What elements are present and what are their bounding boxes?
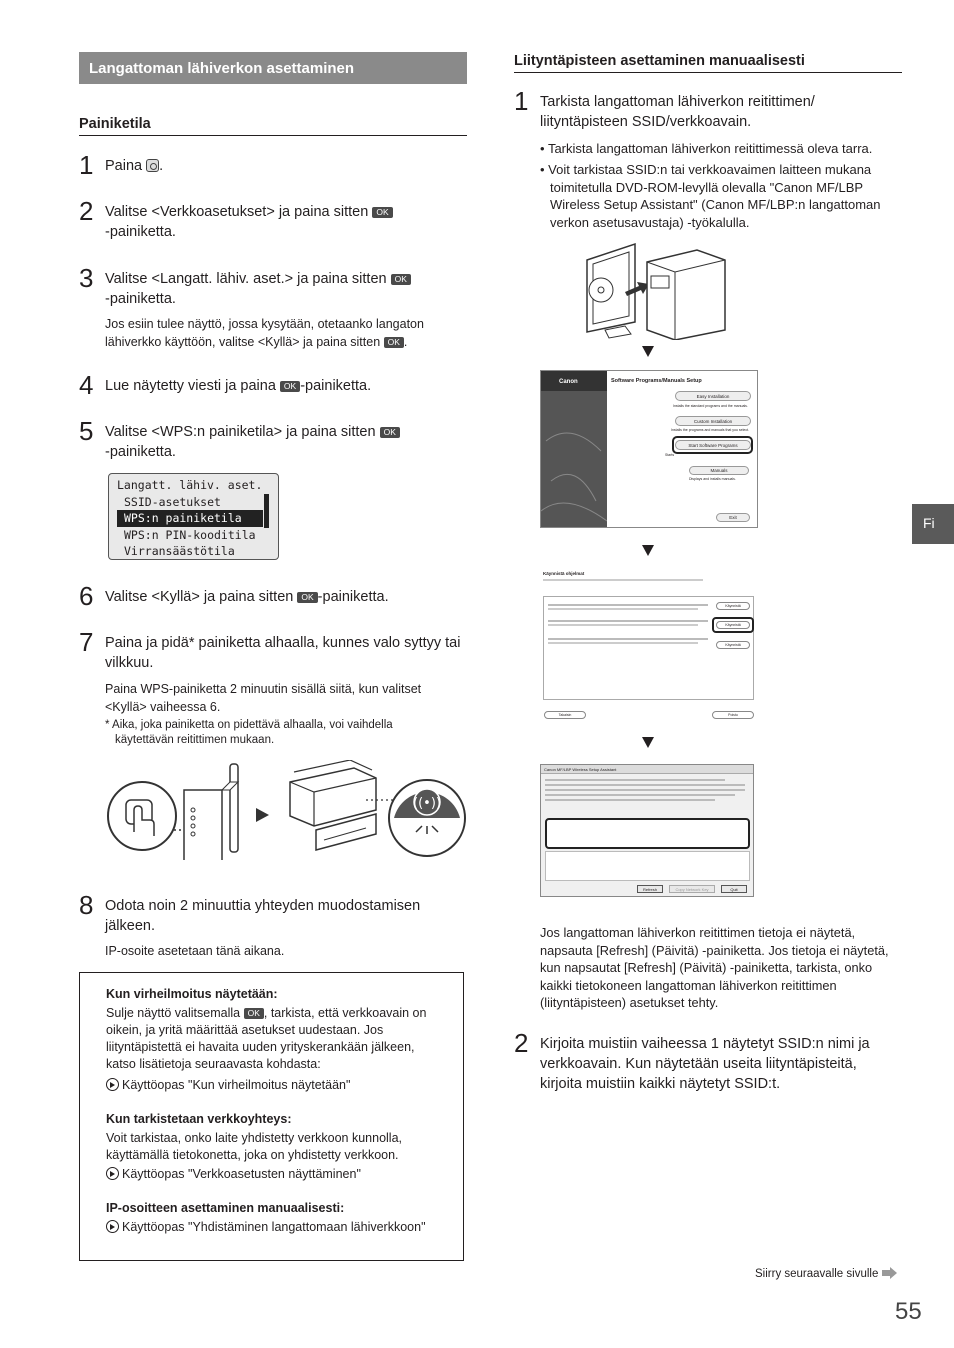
wps-illustration (104, 760, 466, 860)
ok-key-icon: OK (280, 381, 300, 392)
down-arrow-icon (642, 545, 654, 556)
dvd-insert-illustration (585, 240, 730, 340)
bullet-item: • Tarkista langattoman lähiverkon reitittimessä oleva tarra. (540, 141, 873, 156)
subsection-title-manual: Liityntäpisteen asettaminen manuaalisesti (514, 53, 902, 73)
info-reference[interactable]: Käyttöopas "Kun virheilmoitus näytetään" (106, 1077, 463, 1094)
wps-button-closeup-icon (389, 780, 465, 856)
easy-installation-button[interactable]: Easy Installation (675, 391, 751, 401)
step-6-text: Valitse <Kyllä> ja paina sitten OK -painiketta. (105, 589, 389, 605)
reference-arrow-icon (106, 1167, 119, 1180)
canon-logo: Canon (559, 379, 578, 385)
info-paragraph: Sulje näyttö valitsemalla OK , tarkista, että verkkoavain on oikein, ja yritä määrittää asetukset uudestaan. Jos liityntäpistettä ei havaita uuden yrityskerankään jälkeen, katso lisätietoja seuraavasta kohdasta: (106, 1006, 427, 1071)
access-point-list[interactable] (545, 818, 750, 849)
step-number: 7 (79, 627, 94, 657)
step-7-text: Paina ja pidä* painiketta alhaalla, kunnes valo syttyy tai vilkkuu. (105, 635, 461, 671)
start-programs-screenshot (540, 566, 758, 724)
installer-caption: Installs the standard programs and the manuals. (673, 404, 748, 408)
ok-key-icon (146, 159, 159, 172)
back-button[interactable]: Takaisin (544, 711, 586, 719)
step-number: 1 (514, 86, 529, 116)
reference-arrow-icon (106, 1220, 119, 1233)
lcd-menu-item[interactable]: WPS:n PIN-kooditila (124, 527, 256, 542)
router-icon (184, 764, 238, 860)
step-number: 5 (79, 416, 94, 446)
step-3-note: Jos esiin tulee näyttö, jossa kysytään, otetaanko langaton lähiverkko käyttöön, valitse <Kyllä> ja paina sitten OK . (105, 317, 424, 349)
launch-button[interactable]: Käynnistä (716, 621, 750, 629)
exit-button[interactable]: Poistu (712, 711, 754, 719)
step-number: 8 (79, 890, 94, 920)
installer-caption: Displays and installs manuals. (689, 477, 736, 481)
step-number: 1 (79, 150, 94, 180)
ok-key-icon: OK (372, 207, 392, 218)
exit-button[interactable]: Exit (716, 513, 750, 522)
installer-caption: Starts (665, 453, 675, 457)
step-number: 4 (79, 370, 94, 400)
installer-title: Software Programs/Manuals Setup (611, 378, 702, 384)
info-reference[interactable]: Käyttöopas "Verkkoasetusten näyttäminen" (106, 1166, 463, 1183)
info-paragraph: Voit tarkistaa, onko laite yhdistetty verkkoon kunnolla, käyttämällä tietokonetta, joka on yhdistetty verkkoon. (106, 1131, 402, 1162)
ok-key-icon: OK (384, 337, 404, 348)
bullet-item: • Voit tarkistaa SSID:n tai verkkoavaimen laitteen mukana toimitetulla DVD-ROM-levyllä olevalla "Canon MF/LBP Wireless Setup Assistant" (Canon MF/LBP:n langattoman verkon asetusavustaja) -työkalulla. (540, 162, 881, 230)
dvd-disc-icon (589, 278, 613, 302)
lcd-menu-item[interactable]: Virransäästötila (124, 544, 235, 558)
step-2-text: Valitse <Verkkoasetukset> ja paina sitten OK -painiketta. (105, 202, 465, 242)
start-software-programs-button[interactable]: Start Software Programs (675, 440, 751, 450)
info-heading: Kun virheilmoitus näytetään: (106, 987, 278, 1001)
press-button-icon (108, 782, 176, 850)
lcd-menu-item[interactable]: SSID-asetukset (124, 494, 221, 509)
ok-key-icon: OK (391, 274, 411, 285)
printer-icon (290, 760, 376, 850)
ok-key-icon: OK (297, 592, 317, 603)
svg-text:((•)): ((•)) (413, 796, 441, 811)
subsection-title-painiketila: Painiketila (79, 116, 467, 136)
next-page-link[interactable]: Siirry seuraavalle sivulle (755, 1267, 898, 1280)
info-heading: Kun tarkistetaan verkkoyhteys: (106, 1112, 292, 1126)
step-7-footnote: * Aika, joka painiketta on pidettävä alhaalla, voi vaihdella käytettävän reitittimen mukaan. (105, 719, 393, 746)
refresh-note: Jos langattoman lähiverkon reitittimen tietoja ei näytetä, napsauta [Refresh] (Päivitä) -painiketta. Jos tietoja ei näytetä, kun napsautat [Refresh] (Päivitä) -painiketta, tarkista, onko kaikki tietokoneen langattoman lähiverkon reitittimen (liityntäpisteen) asetukset tehty. (540, 925, 889, 1010)
lcd-scrollbar (264, 494, 269, 528)
ok-key-icon: OK (244, 1008, 264, 1019)
next-arrow-icon (882, 1267, 898, 1279)
step-5-text: Valitse <WPS:n painiketila> ja paina sitten OK -painiketta. (105, 422, 465, 462)
info-reference[interactable]: Käyttöopas "Yhdistäminen langattomaan lähiverkkoon" (106, 1219, 463, 1236)
step-7-note: Paina WPS-painiketta 2 minuutin sisällä siitä, kun valitset <Kyllä> vaiheessa 6. (105, 682, 422, 714)
step-8-text: Odota noin 2 minuuttia yhteyden muodostamisen jälkeen. (105, 898, 421, 934)
lcd-title: Langatt. lähiv. aset. (117, 478, 263, 492)
lcd-menu-item-selected[interactable]: WPS:n painiketila (117, 510, 263, 527)
step-3-text: Valitse <Langatt. lähiv. aset.> ja paina sitten OK -painiketta. (105, 269, 465, 309)
launch-button[interactable]: Käynnistä (716, 602, 750, 610)
wireless-setup-assistant-screenshot (540, 764, 754, 897)
right-step-1-text: Tarkista langattoman lähiverkon reitittimen/ liityntäpisteen SSID/verkkoavain. (540, 94, 815, 130)
step-4-text: Lue näytetty viesti ja paina OK -painiketta. (105, 378, 372, 394)
step-number: 6 (79, 581, 94, 611)
info-box (79, 972, 464, 1261)
custom-installation-button[interactable]: Custom Installation (675, 416, 751, 426)
manuals-button[interactable]: Manuals (689, 466, 749, 475)
reference-arrow-icon (106, 1078, 119, 1091)
ok-key-icon: OK (380, 427, 400, 438)
copy-network-key-button[interactable]: Copy Network Key (669, 885, 715, 893)
installer-screenshot (540, 370, 758, 528)
info-heading: IP-osoitteen asettaminen manuaalisesti: (106, 1201, 345, 1215)
section-title: Langattoman lähiverkon asettaminen (79, 52, 467, 84)
arrow-right-icon (256, 808, 269, 822)
right-step-2-text: Kirjoita muistiin vaiheessa 1 näytetyt SSID:n nimi ja verkkoavain. Kun näytetään useita liityntäpisteitä, kirjoita muistiin kaikki näytetyt SSID:t. (540, 1036, 870, 1092)
quit-button[interactable]: Quit (721, 885, 747, 893)
step-number: 3 (79, 263, 94, 293)
step-number: 2 (79, 196, 94, 226)
language-tab: Fi (912, 504, 954, 544)
step-8-note: IP-osoite asetetaan tänä aikana. (105, 944, 285, 958)
lcd-display (108, 473, 279, 560)
refresh-button[interactable]: Refresh (637, 885, 663, 893)
page-number: 55 (895, 1298, 922, 1325)
installer-caption: Installs the programs and manuals that you select. (671, 428, 750, 432)
down-arrow-icon (642, 737, 654, 748)
window-title: Canon MF/LBP Wireless Setup Assistant (541, 765, 753, 774)
down-arrow-icon (642, 346, 654, 357)
start-programs-title: Käynnistä ohjelmat (543, 571, 585, 576)
step-1-text: Paina . (105, 158, 164, 174)
launch-button[interactable]: Käynnistä (716, 641, 750, 649)
step-number: 2 (514, 1028, 529, 1058)
installer-side-panel (541, 371, 607, 528)
pc-tower-icon (647, 250, 725, 340)
